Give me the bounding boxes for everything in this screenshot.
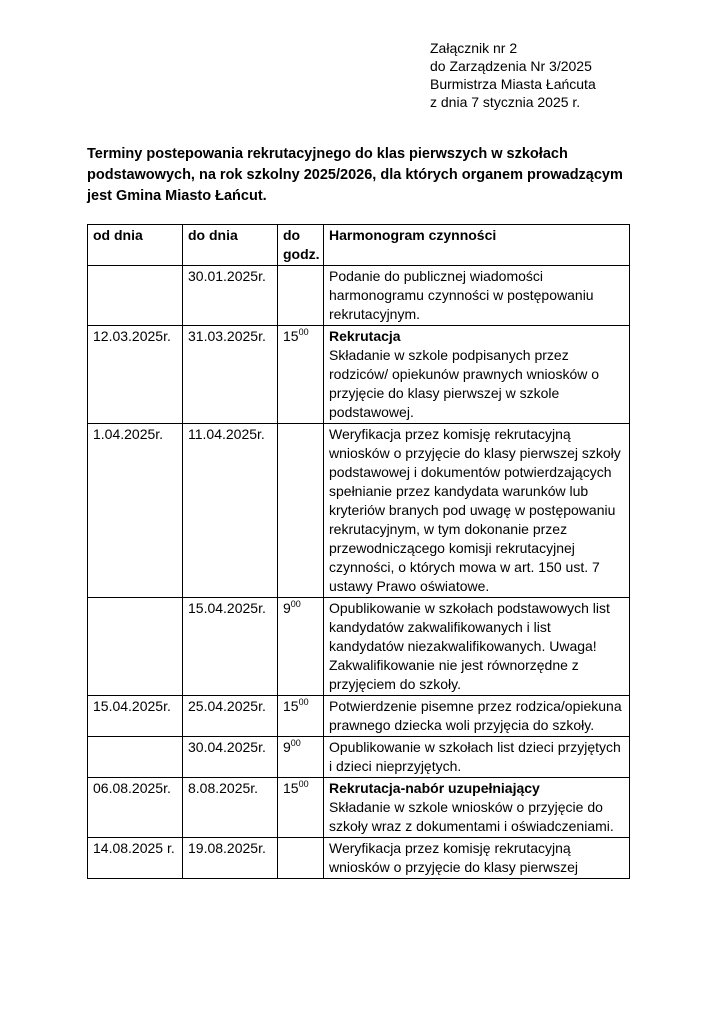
table-row — [88, 266, 630, 326]
table-row — [88, 326, 630, 424]
cell-hour — [278, 326, 324, 424]
cell-from — [88, 737, 183, 778]
activity-text: Weryfikacja przez komisję rekrutacyjną wniosków o przyjęcie do klasy pierwszej — [329, 840, 578, 875]
cell-from — [88, 266, 183, 326]
attachment-line: Burmistrza Miasta Łańcuta — [430, 76, 596, 92]
cell-to: 19.08.2025r. — [183, 838, 278, 879]
cell-activity — [324, 696, 630, 737]
activity-text: Opublikowanie w szkołach list dzieci przyjętych i dzieci nieprzyjętych. — [329, 739, 621, 774]
cell-hour — [278, 838, 324, 879]
cell-hour — [278, 598, 324, 696]
table-header-row — [88, 225, 630, 266]
cell-activity — [324, 326, 630, 424]
cell-activity — [324, 266, 630, 326]
table-row — [88, 424, 630, 598]
cell-activity — [324, 424, 630, 598]
hour-value: 15 — [283, 780, 299, 796]
table-row — [88, 737, 630, 778]
hour-value: 15 — [283, 328, 299, 344]
activity-text: Podanie do publicznej wiadomości harmonogramu czynności w postępowaniu rekrutacyjnym. — [329, 268, 594, 322]
activity-text: Weryfikacja przez komisję rekrutacyjną wniosków o przyjęcie do klasy pierwszej szkoły podstawowej i dokumentów potwierdzających spełnianie przez kandydata warunków lub kryteriów branych pod uwagę w postępowaniu rekrutacyjnym, w tym dokonanie przez przewodniczącego komisji rekrutacyjnej czynności, o których mowa w art. 150 ust. 7 ustawy Prawo oświatowe. — [329, 426, 621, 594]
cell-hour — [278, 266, 324, 326]
cell-hour — [278, 778, 324, 838]
attachment-header — [430, 39, 596, 111]
header-hour: do godz. — [278, 225, 324, 266]
activity-heading: Rekrutacja-nabór uzupełniający — [329, 780, 540, 796]
table-row — [88, 838, 630, 879]
cell-to: 30.04.2025r. — [183, 737, 278, 778]
cell-activity — [324, 737, 630, 778]
activity-text: Opublikowanie w szkołach podstawowych list kandydatów zakwalifikowanych i list kandydatów niezakwalifikowanych. Uwaga! Zakwalifikowanie nie jest równorzędne z przyjęciem do szkoły. — [329, 600, 610, 692]
cell-from — [88, 598, 183, 696]
cell-to: 30.01.2025r. — [183, 266, 278, 326]
cell-from: 06.08.2025r. — [88, 778, 183, 838]
attachment-line: Załącznik nr 2 — [430, 40, 518, 56]
table-row — [88, 598, 630, 696]
cell-to: 15.04.2025r. — [183, 598, 278, 696]
hour-minutes: 00 — [298, 327, 309, 337]
cell-hour — [278, 696, 324, 737]
attachment-line: do Zarządzenia Nr 3/2025 — [430, 58, 592, 74]
schedule-body — [88, 266, 630, 879]
table-row — [88, 696, 630, 737]
cell-hour — [278, 424, 324, 598]
activity-heading: Rekrutacja — [329, 328, 401, 344]
cell-from: 12.03.2025r. — [88, 326, 183, 424]
hour-minutes: 00 — [290, 599, 301, 609]
hour-value: 15 — [283, 698, 299, 714]
cell-activity — [324, 778, 630, 838]
cell-to: 25.04.2025r. — [183, 696, 278, 737]
cell-to: 31.03.2025r. — [183, 326, 278, 424]
cell-to: 11.04.2025r. — [183, 424, 278, 598]
activity-text: Składanie w szkole podpisanych przez rodziców/ opiekunów prawnych wniosków o przyjęcie do klasy pierwszej w szkole podstawowej. — [329, 347, 600, 420]
header-to: do dnia — [183, 225, 278, 266]
activity-text: Potwierdzenie pisemne przez rodzica/opiekuna prawnego dziecka woli przyjęcia do szkoły. — [329, 698, 622, 733]
cell-activity — [324, 598, 630, 696]
header-activity: Harmonogram czynności — [324, 225, 630, 266]
cell-from: 1.04.2025r. — [88, 424, 183, 598]
hour-minutes: 00 — [298, 779, 309, 789]
hour-minutes: 00 — [298, 697, 309, 707]
schedule-table — [87, 224, 630, 879]
cell-from: 15.04.2025r. — [88, 696, 183, 737]
document-title: Terminy postepowania rekrutacyjnego do klas pierwszych w szkołach podstawowych, na rok szkolny 2025/2026, dla których organem prowadzącym jest Gmina Miasto Łańcut. — [87, 146, 623, 204]
cell-hour — [278, 737, 324, 778]
attachment-line: z dnia 7 stycznia 2025 r. — [430, 94, 581, 110]
hour-value: 9 — [283, 739, 291, 755]
activity-text: Składanie w szkole wniosków o przyjęcie do szkoły wraz z dokumentami i oświadczeniami. — [329, 799, 614, 834]
table-row — [88, 778, 630, 838]
cell-activity — [324, 838, 630, 879]
hour-minutes: 00 — [290, 738, 301, 748]
cell-from: 14.08.2025 r. — [88, 838, 183, 879]
header-from: od dnia — [88, 225, 183, 266]
hour-value: 9 — [283, 600, 291, 616]
cell-to: 8.08.2025r. — [183, 778, 278, 838]
